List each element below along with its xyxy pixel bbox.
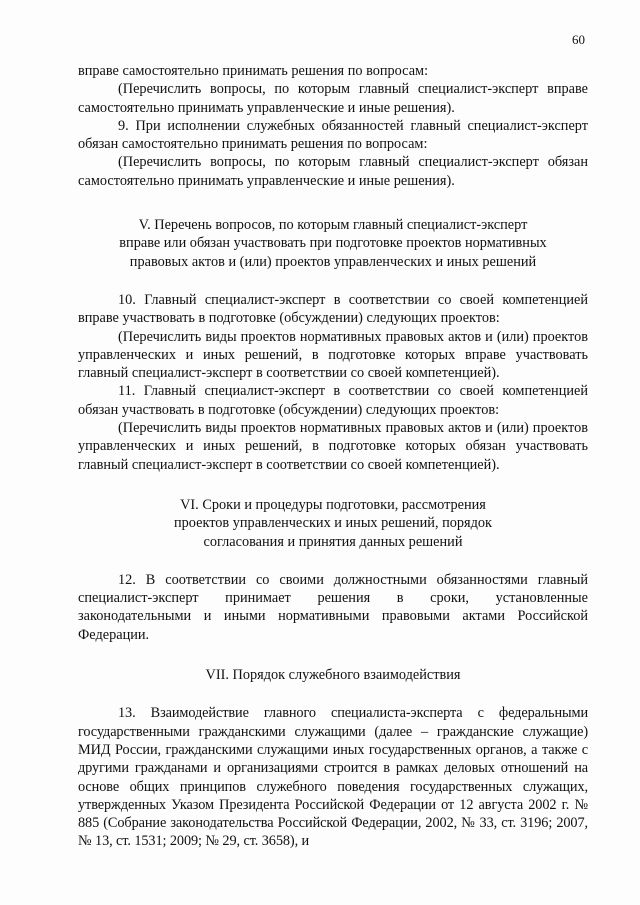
paragraph-item-11: 11. Главный специалист-эксперт в соответствии со своей компетенцией обязан участвовать в подготовке (обсуждении) следующих проектов: (78, 383, 588, 418)
section-vi-heading-line: проектов управленческих и иных решений, порядок (173, 515, 492, 532)
paragraph-item-10: 10. Главный специалист-эксперт в соответствии со своей компетенцией вправе участвовать в подготовке (обсуждении) следующих проектов: (78, 291, 588, 327)
paragraph-instruction-projects-obligation: (Перечислить виды проектов нормативных правовых актов и (или) проектов управленческих и иных решений, в подготовке которых обязан участвовать главный специалист-эксперт в соответствии со своей компетенцией). (78, 420, 588, 473)
section-vi-heading-line: согласования и принятия данных решений (203, 533, 463, 550)
section-v-heading-line: вправе или обязан участвовать при подготовке проектов нормативных (119, 235, 547, 252)
section-vii-heading (78, 666, 588, 684)
document-body (78, 62, 588, 851)
section-v-heading-line: правовых актов и (или) проектов управленческих и иных решений (129, 253, 537, 270)
page-number: 60 (572, 32, 585, 47)
section-vii-heading-line: VII. Порядок служебного взаимодействия (205, 667, 461, 684)
paragraph-item-13: 13. Взаимодействие главного специалиста-эксперта с федеральными государственными гражданскими служащими (далее – гражданские служащие) МИД России, гражданскими служащими иных государственных органов, а также с другими гражданами и организациями строится в рамках деловых отношений на основе общих принципов служебного поведения государственных служащих, утвержденных Указом Президента Российской Федерации от 12 августа 2002 г. № 885 (Собрание законодательства Российской Федерации, 2002, № 33, ст. 3196; 2007, № 13, ст. 1531; 2009; № 29, ст. 3658), и (78, 705, 588, 850)
paragraph-instruction-obligation: (Перечислить вопросы, по которым главный специалист-эксперт обязан самостоятельно принимать управленческие и иные решения). (78, 154, 588, 189)
section-v-heading (78, 216, 588, 271)
paragraph-instruction-projects-right: (Перечислить виды проектов нормативных правовых актов и (или) проектов управленческих и иных решений, в подготовке которых вправе участвовать главный специалист-эксперт в соответствии со своей компетенцией). (78, 328, 588, 382)
paragraph-continuation: вправе самостоятельно принимать решения по вопросам: (78, 63, 429, 79)
section-vi-heading-line: VI. Сроки и процедуры подготовки, рассмотрения (180, 496, 486, 513)
section-v-heading-line: V. Перечень вопросов, по которым главный специалист-эксперт (138, 217, 528, 234)
paragraph-item-12: 12. В соответствии со своими должностными обязанностями главный специалист-эксперт принимает решения в сроки, установленные законодательными и иными нормативными правовыми актами Российской Федерации. (78, 571, 588, 643)
section-vi-heading (78, 496, 588, 551)
paragraph-item-9: 9. При исполнении служебных обязанностей главный специалист-эксперт обязан самостоятельно принимать решения по вопросам: (78, 117, 588, 153)
paragraph-instruction-right: (Перечислить вопросы, по которым главный специалист-эксперт вправе самостоятельно принимать управленческие и иные решения). (78, 81, 588, 116)
